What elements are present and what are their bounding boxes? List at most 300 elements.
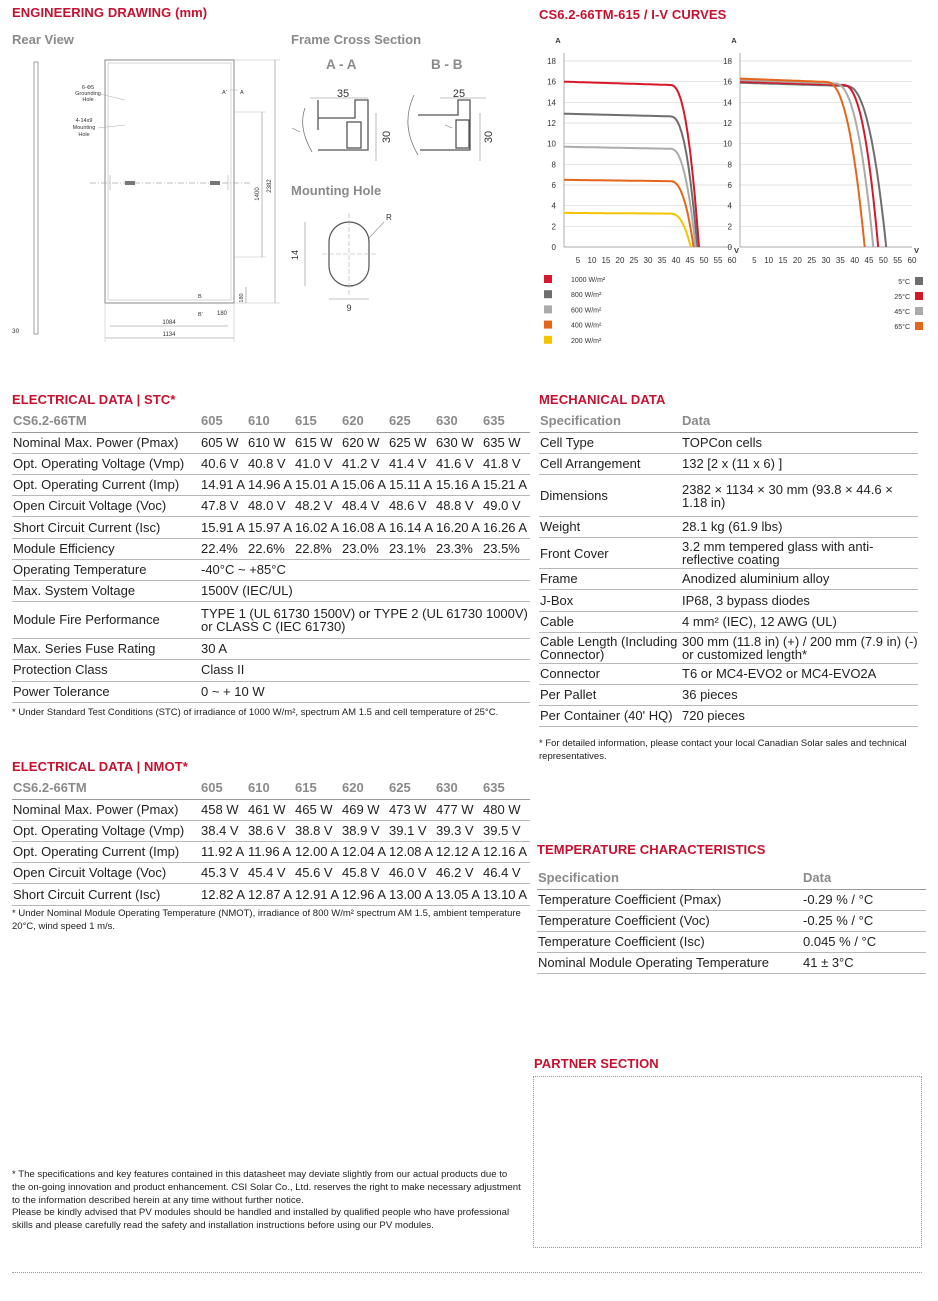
x-tick-label: 10 (764, 256, 774, 265)
table-row (12, 639, 530, 660)
row-value: 465 W (294, 799, 341, 820)
iv-curve (740, 80, 873, 247)
mh-radius: R (386, 213, 392, 222)
row-value: 15.11 A (388, 475, 435, 496)
model-625-header: 625 (388, 411, 435, 432)
partner-box (533, 1076, 922, 1248)
row-value: 48.0 V (247, 496, 294, 517)
row-label: Short Circuit Current (Isc) (12, 517, 200, 538)
x-tick-label: 60 (907, 256, 917, 265)
legend-swatch (915, 277, 923, 285)
row-value: 12.16 A (482, 842, 530, 863)
mounting-line-1: 4-14x9 (75, 118, 93, 124)
row-value: 469 W (341, 799, 388, 820)
dim-1084: 1084 (162, 320, 176, 326)
row-value: 625 W (388, 432, 435, 453)
row-value: 23.0% (341, 538, 388, 559)
dim-1134: 1134 (162, 332, 176, 338)
row-value: 16.14 A (388, 517, 435, 538)
x-tick-label: 20 (615, 256, 625, 265)
model-635-header: 635 (482, 411, 530, 432)
y-tick-label: 2 (727, 222, 732, 232)
table-row (539, 632, 918, 663)
table-row (539, 685, 918, 706)
row-value: 477 W (435, 799, 482, 820)
footer-divider (12, 1272, 922, 1273)
mh-height: 14 (290, 249, 300, 261)
aa-height: 30 (381, 130, 393, 144)
row-value: 12.91 A (294, 884, 341, 905)
x-tick-label: 25 (629, 256, 639, 265)
row-value: 15.97 A (247, 517, 294, 538)
x-tick-label: 40 (850, 256, 860, 265)
row-label: Opt. Operating Current (Imp) (12, 842, 200, 863)
row-label: Power Tolerance (12, 681, 200, 702)
x-tick-label: 5 (752, 256, 757, 265)
y-tick-label: 14 (547, 98, 556, 108)
x-tick-label: 45 (685, 256, 695, 265)
row-value: 39.1 V (388, 820, 435, 841)
data-header: Data (681, 411, 918, 432)
row-value: 3.2 mm tempered glass with anti-reflective coating (681, 538, 918, 569)
model-620-header: 620 (341, 411, 388, 432)
row-value: 12.96 A (341, 884, 388, 905)
table-row (12, 475, 530, 496)
x-tick-label: 40 (671, 256, 681, 265)
mounting-slot-right (210, 181, 220, 185)
row-value: 15.01 A (294, 475, 341, 496)
y-tick-label: 12 (547, 119, 556, 128)
row-value: 38.4 V (200, 820, 247, 841)
stc-title: ELECTRICAL DATA | STC* (12, 392, 176, 407)
row-value: 300 mm (11.8 in) (+) / 200 mm (7.9 in) (-) or customized length* (682, 633, 918, 662)
table-row (539, 538, 918, 569)
row-value: 11.92 A (200, 842, 247, 863)
row-label: Opt. Operating Voltage (Vmp) (12, 453, 200, 474)
data-header: Data (802, 868, 926, 889)
nmot-header-row (12, 778, 530, 799)
row-value: 39.5 V (482, 820, 530, 841)
row-value: Anodized aluminium alloy (681, 569, 918, 590)
y-tick-label: 2 (551, 222, 556, 232)
temp-title: TEMPERATURE CHARACTERISTICS (537, 842, 766, 857)
row-label: Weight (539, 517, 681, 538)
y-tick-label: 18 (547, 57, 556, 66)
row-label: Temperature Coefficient (Voc) (537, 910, 802, 931)
y-tick-label: 8 (727, 160, 732, 170)
row-value: 610 W (247, 432, 294, 453)
row-value: -0.25 % / °C (802, 910, 926, 931)
row-label: Open Circuit Voltage (Voc) (12, 496, 200, 517)
row-label: Nominal Module Operating Temperature (537, 953, 802, 974)
temp-header-row (537, 868, 926, 889)
row-value: 46.4 V (482, 863, 530, 884)
row-value: TOPCon cells (681, 432, 918, 453)
row-value: 49.0 V (482, 496, 530, 517)
x-tick-label: 55 (893, 256, 903, 265)
y-tick-label: 4 (727, 201, 732, 211)
x-tick-label: 25 (807, 256, 817, 265)
row-value: 48.2 V (294, 496, 341, 517)
x-tick-label: 20 (792, 256, 802, 265)
row-value: 473 W (388, 799, 435, 820)
row-value: 15.21 A (482, 475, 530, 496)
y-tick-label: 12 (723, 119, 732, 128)
legend-label: 25°C (894, 294, 910, 301)
section-aa-label: A - A (326, 57, 357, 72)
iv-curve (740, 79, 865, 247)
row-value: 46.2 V (435, 863, 482, 884)
table-row (539, 590, 918, 611)
row-value: 36 pieces (681, 685, 918, 706)
footer-disclaimer: * The specifications and key features contained in this datasheet may deviate slightly from our actual products due to the on-going innovation and product enhancement. CSI Solar Co., Ltd. reserves the right to make necessary adjustment to the information described herein at any time without further notice. Please be kindly advised that PV modules should be handled and installed by qualified people who have professional skills and please carefully read the safety and installation instructions before using our PV modules. (12, 1169, 521, 1232)
x-tick-label: 55 (713, 256, 723, 265)
row-value: 12.00 A (294, 842, 341, 863)
model-605-header: 605 (200, 778, 247, 799)
row-value: T6 or MC4-EVO2 or MC4-EVO2A (681, 663, 918, 684)
nmot-table (12, 778, 530, 906)
iv-curves-title: CS6.2-66TM-615 / I-V CURVES (539, 7, 727, 22)
nmot-note: * Under Nominal Module Operating Temperature (NMOT), irradiance of 800 W/m² spectrum AM 1.5, ambient temperature 20°C, wind speed 1 m/s. (12, 908, 521, 932)
table-row (537, 953, 926, 974)
partner-title: PARTNER SECTION (534, 1056, 659, 1071)
table-row (539, 706, 918, 727)
row-label: Operating Temperature (12, 559, 200, 580)
row-value: 41.2 V (341, 453, 388, 474)
row-value: 12.08 A (388, 842, 435, 863)
row-label: Module Efficiency (12, 538, 200, 559)
table-row (539, 453, 918, 474)
row-value: 13.05 A (435, 884, 482, 905)
x-tick-label: 35 (657, 256, 667, 265)
row-value: 40.8 V (247, 453, 294, 474)
temp-table (537, 868, 926, 974)
row-value: 45.8 V (341, 863, 388, 884)
model-635-header: 635 (482, 778, 530, 799)
model-610-header: 610 (247, 411, 294, 432)
row-label: Open Circuit Voltage (Voc) (12, 863, 200, 884)
table-row (539, 517, 918, 538)
bb-width: 25 (452, 88, 466, 100)
legend-swatch (544, 305, 552, 313)
row-value: 22.4% (200, 538, 247, 559)
frame-profile-bb (418, 100, 470, 150)
x-tick-label: 60 (727, 256, 737, 265)
mech-table (539, 411, 918, 727)
row-label: Cell Arrangement (539, 453, 681, 474)
dim-2382: 2382 (267, 179, 273, 193)
x-tick-label: 30 (821, 256, 831, 265)
row-label: Frame (539, 569, 681, 590)
row-value: 45.4 V (247, 863, 294, 884)
iv-curves-chart (520, 28, 930, 350)
row-value: 48.4 V (341, 496, 388, 517)
row-label: Front Cover (539, 538, 681, 569)
model-header: CS6.2-66TM (12, 411, 200, 432)
x-tick-label: 15 (778, 256, 788, 265)
table-row (12, 496, 530, 517)
row-value: -40°C ~ +85°C (200, 559, 530, 580)
row-label: Max. System Voltage (12, 581, 200, 602)
row-value: 0 ~ + 10 W (200, 681, 530, 702)
row-label: Cable (539, 611, 681, 632)
frame-cross-section-label: Frame Cross Section (291, 32, 422, 47)
row-value: 12.87 A (247, 884, 294, 905)
dim-1400: 1400 (255, 187, 261, 201)
legend-swatch (544, 321, 552, 329)
iv-curve (564, 213, 691, 247)
row-value: TYPE 1 (UL 61730 1500V) or TYPE 2 (UL 61730 1000V) or CLASS C (IEC 61730) (200, 602, 530, 639)
row-value: 132 [2 x (11 x 6) ] (681, 453, 918, 474)
row-label: J-Box (539, 590, 681, 611)
row-value: 38.8 V (294, 820, 341, 841)
mounting-line-2: Mounting (72, 125, 96, 131)
aa-width: 35 (336, 88, 350, 100)
row-value: 12.82 A (200, 884, 247, 905)
table-row (537, 932, 926, 953)
dim-180-horizontal: 180 (216, 311, 228, 317)
y-tick-label: 8 (551, 160, 556, 170)
table-row (12, 538, 530, 559)
row-value: 12.04 A (341, 842, 388, 863)
row-value: 16.26 A (482, 517, 530, 538)
model-header: CS6.2-66TM (12, 778, 200, 799)
row-value: 23.3% (435, 538, 482, 559)
x-tick-label: 15 (601, 256, 611, 265)
row-value: -0.29 % / °C (802, 889, 926, 910)
x-tick-label: 5 (575, 256, 581, 265)
row-value: 47.8 V (200, 496, 247, 517)
stc-table (12, 411, 530, 703)
y-tick-label: 10 (547, 139, 556, 149)
dim-180-vertical: 180 (239, 293, 245, 303)
table-row (12, 581, 530, 602)
row-value: 46.0 V (388, 863, 435, 884)
legend-label: 5°C (898, 279, 910, 286)
y-tick-label: 16 (723, 77, 732, 87)
table-row (12, 559, 530, 580)
table-row (12, 820, 530, 841)
model-620-header: 620 (341, 778, 388, 799)
row-value: 30 A (200, 639, 530, 660)
legend-swatch (544, 275, 552, 283)
row-label: Connector (539, 663, 681, 684)
dim-30-label: 30 (12, 328, 20, 335)
row-value: 45.3 V (200, 863, 247, 884)
y-tick-label: 14 (723, 98, 732, 108)
table-row (12, 842, 530, 863)
model-605-header: 605 (200, 411, 247, 432)
model-625-header: 625 (388, 778, 435, 799)
mounting-hole-label: Mounting Hole (291, 183, 382, 198)
mech-note: * For detailed information, please contact your local Canadian Solar sales and technical representatives. (539, 738, 907, 762)
row-value: 635 W (482, 432, 530, 453)
model-615-header: 615 (294, 778, 341, 799)
legend-label: 65°C (894, 324, 910, 331)
x-tick-label: 10 (587, 256, 597, 265)
row-value: 2382 × 1134 × 30 mm (93.8 × 44.6 × 1.18 in) (681, 475, 918, 517)
row-value: 41.0 V (294, 453, 341, 474)
row-label: Per Pallet (539, 685, 681, 706)
legend-swatch (544, 336, 552, 344)
row-value: 13.00 A (388, 884, 435, 905)
row-value: 15.06 A (341, 475, 388, 496)
row-label: Short Circuit Current (Isc) (12, 884, 200, 905)
grounding-line-2: Grounding (75, 91, 101, 97)
row-value: 605 W (200, 432, 247, 453)
row-value: IP68, 3 bypass diodes (681, 590, 918, 611)
legend-label: 1000 W/m² (571, 277, 606, 284)
row-value: 41.4 V (388, 453, 435, 474)
row-value: 14.96 A (247, 475, 294, 496)
row-value: 45.6 V (294, 863, 341, 884)
legend-swatch (915, 292, 923, 300)
row-value: 40.6 V (200, 453, 247, 474)
mh-width: 9 (346, 303, 352, 313)
row-value: 16.02 A (294, 517, 341, 538)
table-row (539, 475, 918, 517)
stc-note: * Under Standard Test Conditions (STC) of irradiance of 1000 W/m², spectrum AM 1.5 and cell temperature of 25°C. (12, 707, 499, 718)
legend-swatch (915, 322, 923, 330)
row-label: Temperature Coefficient (Isc) (537, 932, 802, 953)
table-row (12, 517, 530, 538)
row-value: 15.91 A (200, 517, 247, 538)
grounding-line-1: 6-Φ5 (81, 85, 95, 91)
a-prime-mark: A' (222, 90, 227, 96)
table-row (12, 432, 530, 453)
legend-swatch (915, 307, 923, 315)
stc-header-row (12, 411, 530, 432)
row-value: 23.1% (388, 538, 435, 559)
model-615-header: 615 (294, 411, 341, 432)
legend-label: 200 W/m² (571, 337, 602, 345)
row-value: 11.96 A (247, 842, 294, 863)
row-label: Nominal Max. Power (Pmax) (12, 799, 200, 820)
row-value: 12.12 A (435, 842, 482, 863)
row-value: 615 W (294, 432, 341, 453)
row-label: Opt. Operating Voltage (Vmp) (12, 820, 200, 841)
model-630-header: 630 (435, 778, 482, 799)
row-value: 15.16 A (435, 475, 482, 496)
row-value: 1500V (IEC/UL) (200, 581, 530, 602)
row-value: 4 mm² (IEC), 12 AWG (UL) (681, 611, 918, 632)
table-row (12, 602, 530, 639)
row-label: Max. Series Fuse Rating (12, 639, 200, 660)
engineering-drawing-title: ENGINEERING DRAWING (mm) (12, 5, 208, 20)
row-label: Module Fire Performance (12, 602, 200, 639)
mounting-slot-left (125, 181, 135, 185)
row-value: Class II (200, 660, 530, 681)
y-axis-label: A (731, 36, 737, 45)
row-value: 458 W (200, 799, 247, 820)
section-bb-label: B - B (431, 57, 463, 72)
row-value: 28.1 kg (61.9 lbs) (681, 517, 918, 538)
row-value: 38.9 V (341, 820, 388, 841)
spec-header: Specification (537, 868, 802, 889)
side-profile (34, 62, 38, 334)
rear-view-label: Rear View (12, 32, 74, 47)
b-prime-mark: B' (198, 312, 203, 318)
row-value: 48.6 V (388, 496, 435, 517)
table-row (12, 453, 530, 474)
table-row (537, 910, 926, 931)
row-value: 14.91 A (200, 475, 247, 496)
nmot-title: ELECTRICAL DATA | NMOT* (12, 759, 188, 774)
row-value: 22.6% (247, 538, 294, 559)
engineering-drawing (0, 0, 530, 345)
x-tick-label: 50 (878, 256, 888, 265)
y-tick-label: 0 (727, 243, 732, 252)
legend-swatch (544, 290, 552, 298)
x-axis-label: V (734, 246, 740, 255)
row-value: 620 W (341, 432, 388, 453)
row-label: Dimensions (539, 475, 681, 517)
x-tick-label: 35 (835, 256, 845, 265)
x-tick-label: 50 (699, 256, 709, 265)
legend-label: 600 W/m² (571, 307, 602, 315)
table-row (12, 660, 530, 681)
y-tick-label: 10 (723, 139, 732, 149)
legend-label: 400 W/m² (571, 322, 602, 330)
row-value: 0.045 % / °C (802, 932, 926, 953)
mounting-line-3: Hole (78, 132, 90, 138)
row-value: 41.8 V (482, 453, 530, 474)
table-row (12, 884, 530, 905)
row-value: 480 W (482, 799, 530, 820)
model-610-header: 610 (247, 778, 294, 799)
y-axis-label: A (555, 36, 561, 45)
x-axis-label: V (914, 246, 920, 255)
row-value: 630 W (435, 432, 482, 453)
row-value: 23.5% (482, 538, 530, 559)
model-630-header: 630 (435, 411, 482, 432)
row-value: 22.8% (294, 538, 341, 559)
bb-height: 30 (483, 130, 495, 144)
mech-title: MECHANICAL DATA (539, 392, 666, 407)
row-value: 38.6 V (247, 820, 294, 841)
row-value: 41 ± 3°C (802, 953, 926, 974)
row-value: 13.10 A (482, 884, 530, 905)
y-tick-label: 6 (551, 181, 556, 190)
row-label: Per Container (40' HQ) (539, 706, 681, 727)
table-row (12, 863, 530, 884)
table-row (537, 889, 926, 910)
grounding-line-3: Hole (82, 97, 94, 103)
x-tick-label: 45 (864, 256, 874, 265)
y-tick-label: 0 (551, 243, 556, 252)
row-label: Temperature Coefficient (Pmax) (537, 889, 802, 910)
table-row (539, 569, 918, 590)
row-label: Cable Length (Including Connector) (539, 632, 681, 663)
table-row (539, 432, 918, 453)
table-row (12, 681, 530, 702)
row-value: 16.08 A (341, 517, 388, 538)
row-value: 48.8 V (435, 496, 482, 517)
row-label: Cell Type (539, 432, 681, 453)
y-tick-label: 6 (727, 181, 732, 190)
b-mark: B (198, 294, 202, 300)
row-value: 720 pieces (681, 706, 918, 727)
y-tick-label: 4 (551, 201, 556, 211)
a-mark: A (240, 90, 244, 96)
row-value: 461 W (247, 799, 294, 820)
y-tick-label: 16 (547, 77, 556, 87)
table-row (539, 663, 918, 684)
row-label: Nominal Max. Power (Pmax) (12, 432, 200, 453)
y-tick-label: 18 (723, 57, 732, 66)
row-label: Protection Class (12, 660, 200, 681)
x-tick-label: 30 (643, 256, 653, 265)
